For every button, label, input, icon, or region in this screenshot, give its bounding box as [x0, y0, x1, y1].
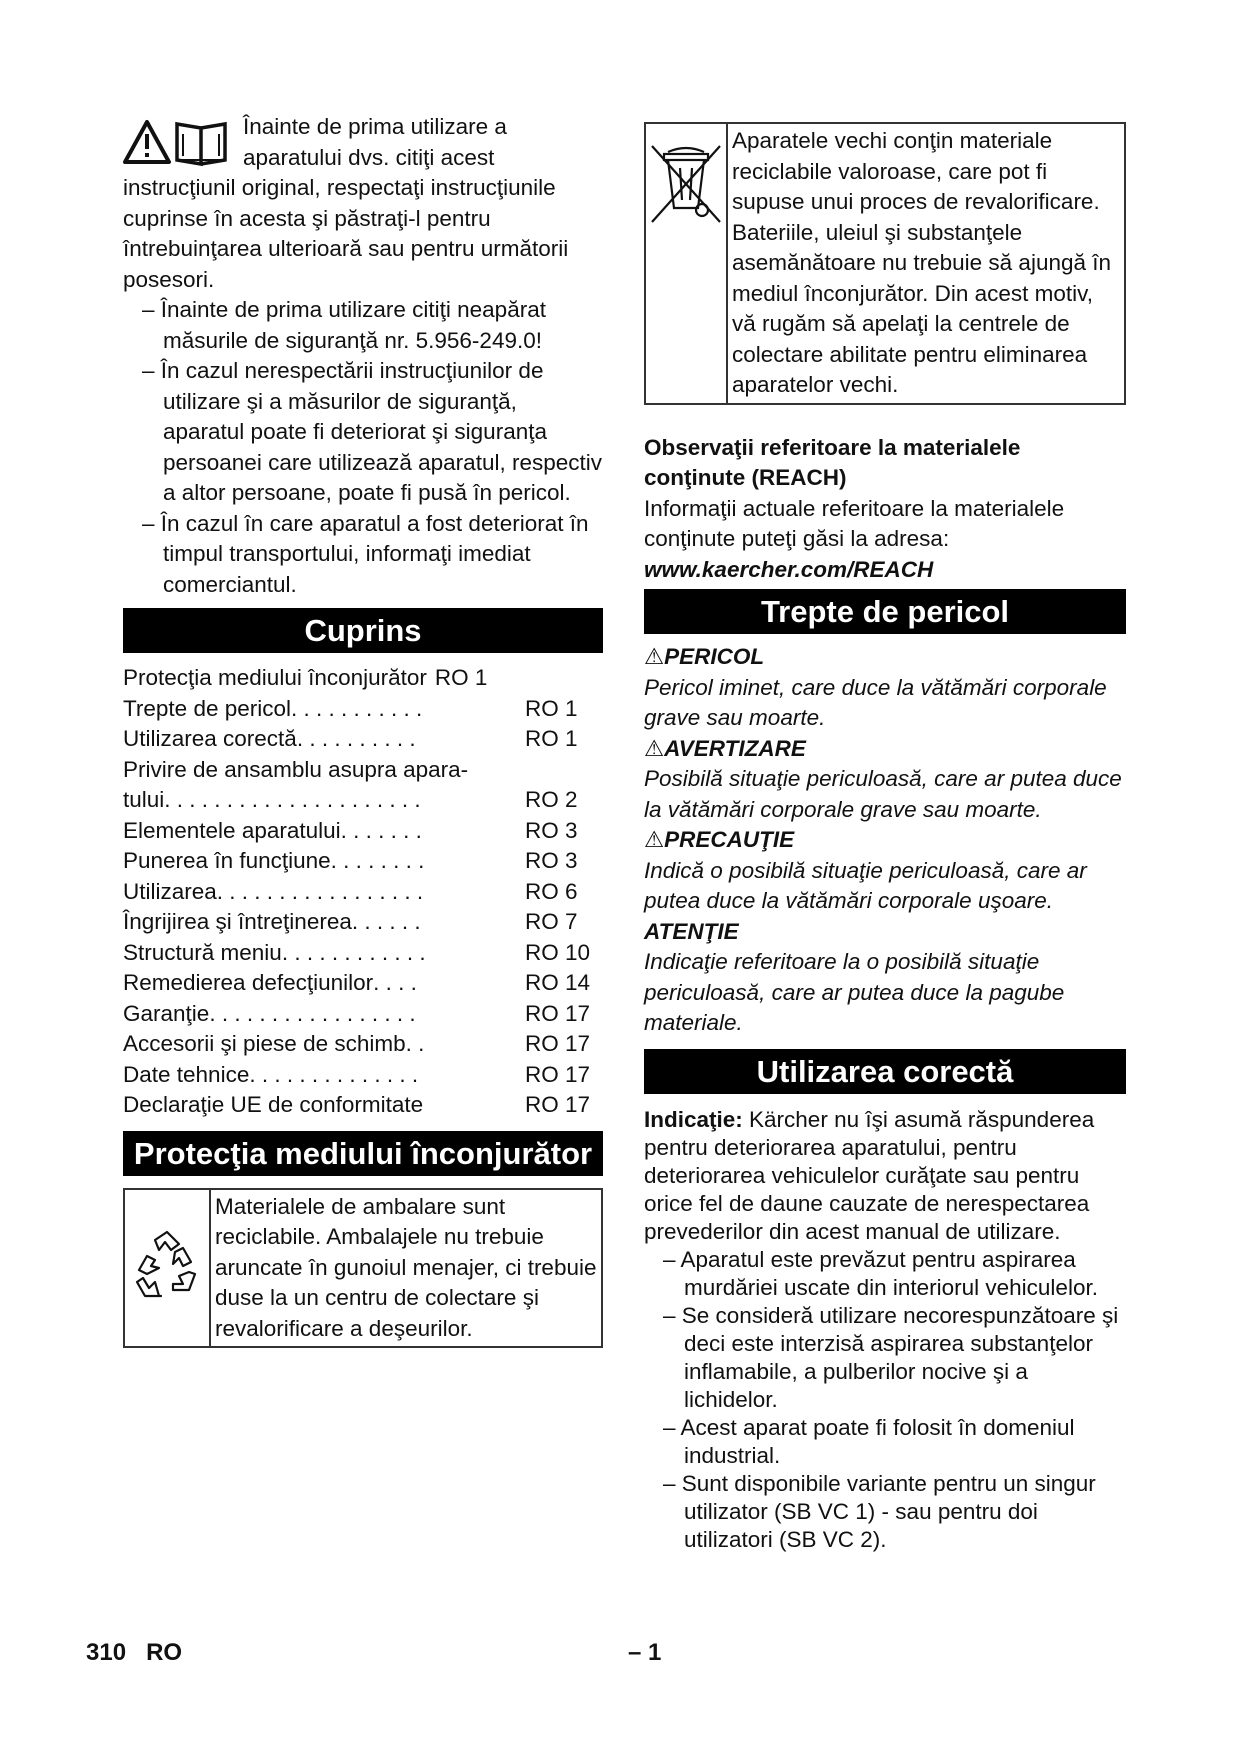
right-column [644, 112, 1126, 1554]
crossed-bin-icon [646, 138, 726, 228]
weee-icon-cell [646, 124, 728, 403]
toc-entry-page: RO 17 [525, 1000, 591, 1026]
toc-entry-label: Structură meniu [123, 939, 282, 965]
toc-entry-dots: . . . . . . . . . . . [291, 695, 423, 721]
reach-url-link[interactable]: www.kaercher.com/REACH [644, 556, 934, 582]
toc-entry[interactable] [123, 755, 603, 786]
proper-use-bullet: – Acest aparat poate fi folosit în domeniul industrial. [663, 1414, 1075, 1468]
toc-entry[interactable] [123, 724, 603, 755]
toc-entry-dots: . . . . . . [351, 909, 421, 934]
toc-entry[interactable] [123, 694, 603, 725]
toc-entry[interactable] [123, 846, 603, 877]
toc-entry[interactable] [123, 785, 603, 816]
hazard-title-danger: ⚠PERICOL [644, 644, 765, 669]
toc-entry[interactable] [123, 663, 603, 694]
toc-entry-dots: . . . . . . . . [330, 848, 425, 873]
footer-page-info [86, 1638, 182, 1669]
hazard-title-caution: ⚠PRECAUŢIE [644, 827, 795, 852]
toc-entry-label: Îngrijirea şi întreţinerea [123, 909, 352, 934]
toc-entry-label: Remedierea defecţiunilor [123, 970, 374, 995]
toc-entry-dots: . . . . [373, 970, 417, 995]
hazard-title-attention: ATENŢIE [644, 918, 739, 944]
toc-entry[interactable] [123, 907, 603, 938]
hazard-levels-heading: Trepte de pericol [644, 589, 1126, 634]
toc-entry[interactable] [123, 1090, 603, 1121]
toc-entry-label: Declaraţie UE de conformitate [123, 1092, 424, 1117]
reach-title: Observaţii referitoare la materialele conţinute (REACH) [644, 434, 1021, 490]
toc-entry-page: RO 2 [525, 787, 578, 812]
toc-entry-page [525, 755, 603, 786]
toc-entry[interactable] [123, 968, 603, 999]
packaging-text: Materialele de ambalare sunt reciclabile. Ambalajele nu trebuie aruncate în gunoiul menajer, ci trebuie duse la un centru de colectare şi revalorificare a deşeurilor. [215, 1193, 597, 1341]
toc-entry[interactable] [123, 1029, 603, 1060]
reach-text: Informaţii actuale referitoare la materialele conţinute puteţi găsi la adresa: [644, 495, 1065, 551]
toc-entry-label: tului [123, 787, 165, 812]
toc-entry-page: RO 3 [525, 848, 578, 873]
toc-entry-label: Garanţie [123, 1000, 210, 1026]
toc-entry-label: Protecţia mediului înconjurător [123, 665, 427, 690]
toc-entry[interactable] [123, 999, 603, 1030]
toc-entry-page: RO 1 [525, 695, 578, 721]
toc-entry-page: RO 1 [525, 726, 578, 751]
toc-entry-label: Accesorii şi piese de schimb [123, 1031, 406, 1056]
toc-entry[interactable] [123, 1060, 603, 1091]
proper-use-note-text: Kärcher nu îşi asumă răspunderea pentru deteriorarea aparatului, pentru deteriorarea vehiculelor curăţate sau pentru orice fel de daune cauzate de nerespectarea prevederilor din acest manual de utilizare. [644, 1106, 1095, 1244]
toc-entry-label: Utilizarea [123, 878, 217, 904]
recycle-icon-cell [125, 1190, 211, 1347]
warning-manual-icon [123, 116, 235, 168]
toc-entry-label: Utilizarea corectă [123, 726, 297, 751]
footer-page-number: 310 [86, 1639, 127, 1666]
footer-language: RO [146, 1639, 183, 1666]
intro-block [123, 112, 603, 600]
toc-entry-dots: . . . . . . . [340, 817, 422, 843]
hazard-levels-list [644, 642, 1126, 1039]
proper-use-note-label: Indicaţie: [644, 1106, 743, 1132]
old-devices-text: Aparatele vechi conţin materiale reciclabile valoroase, care pot fi supuse unui proces de revalorificare. Bateriile, uleiul şi substanţele asemănătoare nu trebuie să ajungă în mediul înconjurător. Din acest motiv, vă rugăm să apelaţi la centrele de colectare abilitate pentru eliminarea aparatelor vechi. [732, 128, 1112, 397]
toc-heading: Cuprins [123, 608, 603, 653]
proper-use-note [644, 1106, 1126, 1246]
intro-bullet: – În cazul în care aparatul a fost deteriorat în timpul transportului, informaţi imediat comerciantul. [142, 510, 589, 597]
left-column [123, 112, 603, 1348]
proper-use-block [644, 1106, 1126, 1554]
toc-entry[interactable] [123, 877, 603, 908]
proper-use-heading: Utilizarea corectă [644, 1049, 1126, 1094]
hazard-text-warning: Posibilă situaţie periculoasă, care ar putea duce la vătămări corporale grave sau moarte. [644, 766, 1122, 822]
toc-entry-label: Punerea în funcţiune [123, 848, 331, 873]
toc-entry-dots: . . [405, 1031, 425, 1056]
environment-heading: Protecţia mediului înconjurător [123, 1131, 603, 1176]
toc-entry-page: RO 1 [434, 665, 488, 690]
old-devices-box [644, 122, 1126, 405]
toc-entry-dots: . . . . . . . . . . . . . . . . . [216, 878, 424, 904]
toc-entry-page: RO 10 [525, 939, 591, 965]
reach-block [644, 433, 1126, 586]
intro-bullet: – Înainte de prima utilizare citiţi neapărat măsurile de siguranţă nr. 5.956-249.0! [142, 297, 546, 353]
proper-use-bullet: – Aparatul este prevăzut pentru aspirarea murdăriei uscate din interiorul vehiculelor. [663, 1246, 1098, 1300]
toc-entry-page: RO 6 [525, 878, 578, 904]
toc-entry-dots: . . . . . . . . . . . . [281, 939, 426, 965]
toc-entry-label: Elementele aparatului [123, 817, 341, 843]
toc-entry-label: Privire de ansamblu asupra apara- [123, 756, 469, 782]
hazard-text-caution: Indică o posibilă situaţie periculoasă, care ar putea duce la vătămări corporale uşoare. [644, 857, 1087, 913]
toc-entry-dots: . . . . . . . . . . . . . . . . . [209, 1000, 416, 1026]
toc-entry-page: RO 14 [525, 970, 591, 995]
toc-entry[interactable] [123, 816, 603, 847]
proper-use-bullet: – Se consideră utilizare necorespunzătoare şi deci este interzisă aspirarea substanţelor inflamabile, a pulberilor nocive şi a lichidelor. [663, 1302, 1119, 1412]
packaging-box [123, 1188, 603, 1349]
toc-entry-label: Trepte de pericol [123, 695, 292, 721]
toc-entry-page: RO 3 [525, 817, 578, 843]
hazard-title-warning: ⚠AVERTIZARE [644, 735, 806, 761]
toc-entry-page: RO 17 [525, 1061, 591, 1087]
hazard-text-danger: Pericol iminet, care duce la vătămări corporale grave sau moarte. [644, 674, 1107, 730]
toc-entry-page: RO 7 [525, 909, 578, 934]
intro-bullet: – În cazul nerespectării instrucţiunilor de utilizare şi a măsurilor de siguranţă, aparatul poate fi deteriorat şi siguranţa persoanei care utilizează aparatul, respectiv a altor persoane, poate fi pusă în pericol. [142, 358, 602, 505]
toc-entry-dots: . . . . . . . . . . . . . . [249, 1061, 419, 1087]
toc-entry-page: RO 17 [525, 1092, 591, 1117]
table-of-contents [123, 663, 603, 1121]
hazard-text-attention: Indicaţie referitoare la o posibilă situaţie periculoasă, care ar putea duce la pagube materiale. [644, 949, 1065, 1035]
toc-entry[interactable] [123, 938, 603, 969]
recycle-icon [125, 1226, 209, 1310]
proper-use-bullet: – Sunt disponibile variante pentru un singur utilizator (SB VC 1) - sau pentru doi utilizatori (SB VC 2). [663, 1470, 1096, 1552]
toc-entry-label: Date tehnice [123, 1061, 250, 1087]
footer-local-page: – 1 [628, 1639, 662, 1666]
toc-entry-dots: . . . . . . . . . . [296, 726, 416, 751]
toc-entry-dots: . . . . . . . . . . . . . . . . . . . . . [164, 787, 421, 812]
toc-entry-page: RO 17 [525, 1031, 591, 1056]
intro-paragraph: Înainte de prima utilizare a aparatului dvs. citiţi acest instrucţiunil original, respectaţi instrucţiunile cuprinse în acesta şi păstraţi-l pentru întrebuinţarea ulterioară sau pentru următorii posesori. [123, 114, 569, 292]
